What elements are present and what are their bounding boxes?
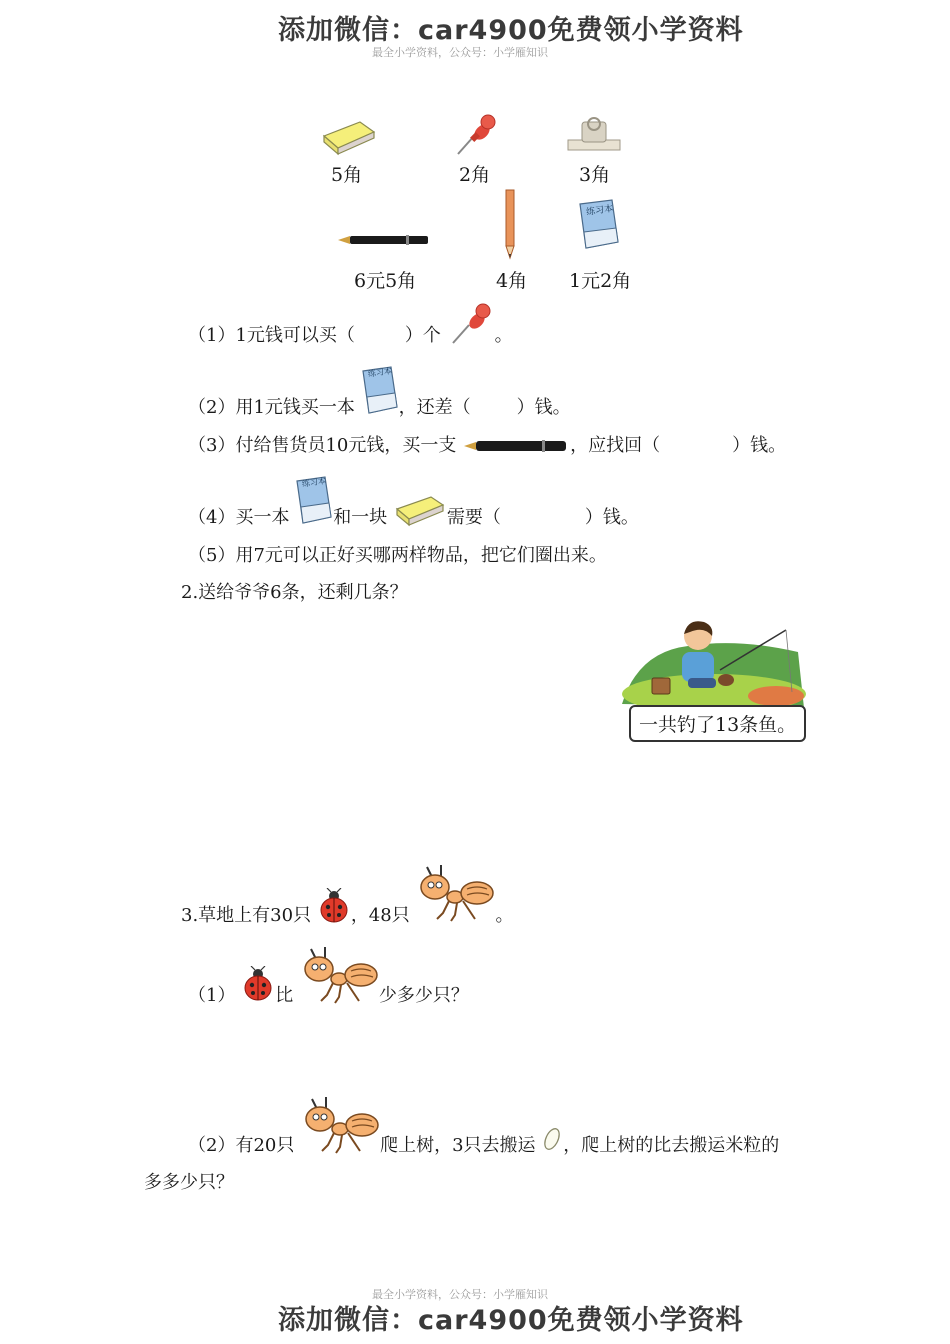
q1-s3-text-c: ）钱。 [732, 435, 787, 456]
ladybug-icon [241, 966, 275, 1002]
q3-s2-num: （2） [188, 1135, 236, 1156]
notebook-cover-text: 练习本 [367, 366, 393, 379]
q1-s5-num: （5） [188, 545, 236, 566]
notebook-icon [578, 198, 620, 250]
q1-s1-text-b: ）个 [404, 325, 441, 346]
q1-s2 [188, 366, 571, 420]
price-pen: 6元5角 [354, 270, 417, 292]
q1-s4-text-c: 需要（ [446, 507, 501, 528]
q3-text-b: ，48只 [350, 905, 410, 926]
q1-s4-text-b: 和一块 [333, 507, 388, 528]
q3-s2 [188, 1134, 779, 1158]
price-eraser: 5角 [331, 164, 363, 186]
fountain-pen-icon [336, 230, 434, 250]
ladybug-icon [317, 888, 351, 924]
ant-icon [415, 863, 495, 925]
price-clip: 3角 [579, 164, 611, 186]
q3-s2-text-c: ，爬上树的比去搬运米粒的 [563, 1135, 780, 1156]
ant-icon [299, 945, 379, 1007]
fishing-boy-illustration [618, 612, 808, 712]
q3-s1-text-b: 少多少只？ [378, 985, 469, 1006]
q3-s2-text-b: 爬上树，3只去搬运 [380, 1135, 536, 1156]
price-notebook: 1元2角 [569, 270, 632, 292]
price-pushpin: 2角 [459, 164, 491, 186]
pushpin-icon [452, 110, 500, 158]
q1-s1-text-a: 1元钱可以买（ [235, 325, 355, 346]
q3-s2-text-a: 有20只 [235, 1135, 295, 1156]
q1-s5-text: 用7元可以正好买哪两样物品，把它们圈出来。 [235, 545, 607, 566]
speech-bubble: 一共钓了13条鱼。 [629, 705, 806, 742]
q3-s2-cont: 多多少只？ [144, 1172, 234, 1193]
clip-icon [564, 112, 624, 156]
q3-text-c: 。 [495, 905, 514, 926]
header-banner: 添加微信：car4900免费领小学资料 [278, 15, 744, 46]
notebook-icon [295, 475, 333, 525]
q1-s2-text-c: ）钱。 [516, 397, 571, 418]
q1-s4-num: （4） [188, 507, 236, 528]
price-pencil: 4角 [496, 270, 528, 292]
q1-s2-text-b: ，还差（ [398, 397, 471, 418]
notebook-cover-text: 练习本 [585, 204, 614, 218]
notebook-cover-text: 练习本 [301, 476, 327, 489]
fountain-pen-icon [462, 437, 570, 455]
footer-banner: 添加微信：car4900免费领小学资料 [278, 1305, 744, 1336]
rice-grain-icon [541, 1125, 563, 1153]
q3-text-a: 3.草地上有30只 [181, 905, 312, 926]
eraser-icon [320, 116, 378, 156]
q3-s1-text-a: 比 [275, 985, 294, 1006]
q1-s1-text-c: 。 [494, 325, 513, 346]
pencil-icon [502, 188, 518, 260]
q1-s4 [188, 476, 639, 530]
q3-line [181, 904, 513, 928]
q1-s2-text-a: 用1元钱买一本 [235, 397, 355, 418]
q1-s3-num: （3） [188, 435, 236, 456]
eraser-icon [393, 491, 447, 527]
q2-text: 2.送给爷爷6条，还剩几条？ [181, 582, 408, 603]
q1-s3-text-b: ，应找回（ [570, 435, 661, 456]
q1-s1-num: （1） [188, 325, 236, 346]
q1-s4-text-a: 买一本 [235, 507, 290, 528]
q1-s3-text-a: 付给售货员10元钱，买一支 [235, 435, 457, 456]
q1-s3 [188, 434, 786, 458]
ant-icon [300, 1095, 380, 1157]
pushpin-icon [447, 301, 495, 347]
q1-s2-num: （2） [188, 397, 236, 418]
header-subtitle: 最全小学资料，公众号：小学雁知识 [372, 46, 548, 59]
q1-s1 [188, 324, 513, 348]
q1-s4-text-d: ）钱。 [584, 507, 639, 528]
notebook-icon [361, 365, 399, 415]
footer-subtitle: 最全小学资料，公众号：小学雁知识 [372, 1288, 548, 1301]
q3-s1 [188, 984, 469, 1008]
q3-s1-num: （1） [188, 985, 236, 1006]
q1-s5 [188, 544, 607, 568]
